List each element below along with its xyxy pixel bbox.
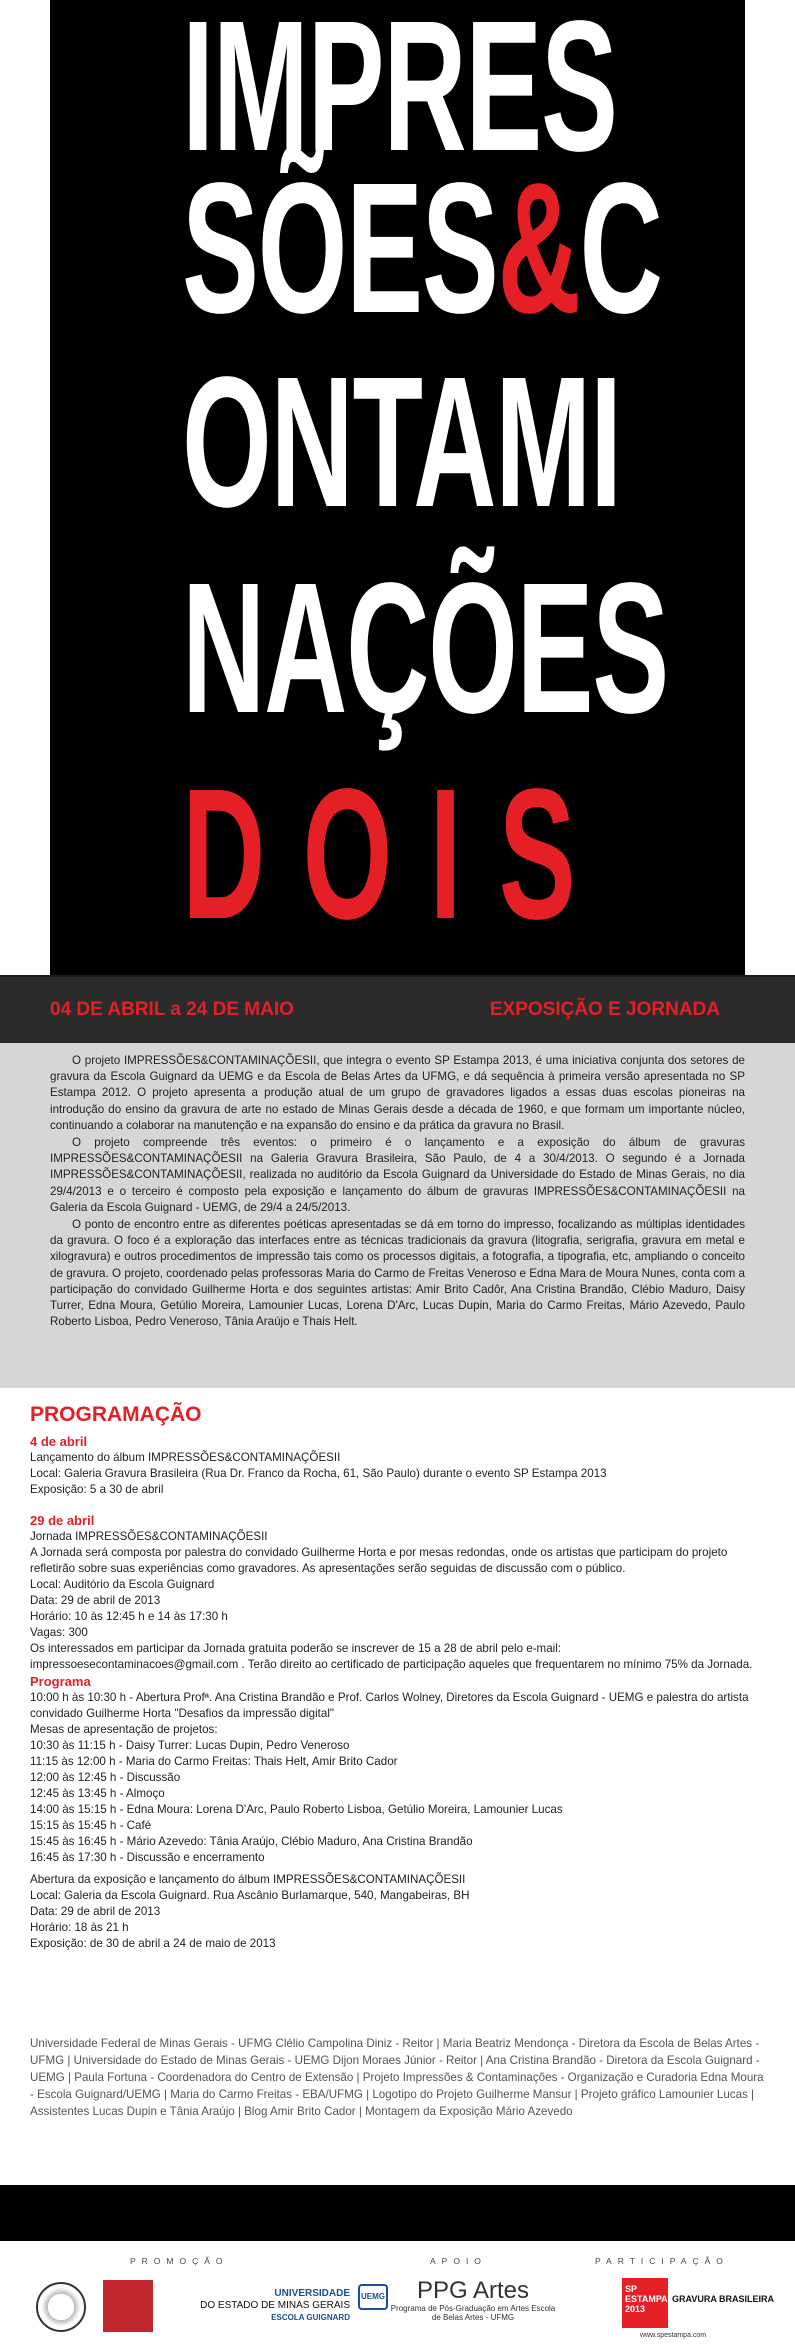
ppg-artes-logo: PPG Artes Programa de Pós-Graduação em Artes Escola de Belas Artes - UFMG — [390, 2277, 556, 2322]
footer-strip — [0, 2185, 795, 2241]
title-line-3: ONTAMI — [182, 339, 621, 546]
programa-item: 15:45 às 16:45 h - Mário Azevedo: Tânia Araújo, Clébio Maduro, Ana Cristina Brandão — [30, 1835, 473, 1848]
sp-estampa-logo: SP ESTAMPA 2013 — [622, 2278, 668, 2328]
event-2-line: Jornada IMPRESSÕES&CONTAMINAÇÕESII — [30, 1530, 268, 1543]
title-line-5: DOIS — [182, 751, 613, 958]
title-line-1: IMPRES — [182, 0, 617, 190]
event-2-line: Vagas: 300 — [30, 1626, 88, 1639]
poster-title-block — [50, 0, 745, 975]
programa-item: 11:15 às 12:00 h - Maria do Carmo Freitas: Thais Helt, Amir Brito Cador — [30, 1755, 398, 1768]
spestampa-url: www.spestampa.com — [640, 2332, 707, 2339]
event-2-line: Data: 29 de abril de 2013 — [30, 1594, 161, 1607]
apoio-label: APOIO — [430, 2256, 487, 2266]
logos-row — [0, 2270, 795, 2350]
uemg-logo-text: UNIVERSIDADE DO ESTADO DE MINAS GERAIS ESCOLA GUIGNARD — [200, 2288, 350, 2322]
event-2-line: A Jornada será composta por palestra do convidado Guilherme Horta e por mesas redondas, onde os artistas que participam do projeto refletirão sobre suas experiências como gravadores. As apresentações serão seguidas de discussão com o público. — [30, 1546, 728, 1575]
ufmg-seal-logo — [36, 2282, 86, 2332]
participacao-label: PARTICIPAÇÃO — [595, 2256, 729, 2266]
event-3-line: Data: 29 de abril de 2013 — [30, 1905, 161, 1918]
event-3-line: Horário: 18 às 21 h — [30, 1921, 129, 1934]
intro-paragraph-2: O projeto compreende três eventos: o primeiro é o lançamento e a exposição do álbum de gravuras IMPRESSÕES&CONTAMINAÇÕESII na Galeria Gravura Brasileira, São Paulo, de 4 a 30/4/2013. O segundo é a Jornada IMPRESSÕES&CONTAMINAÇÕESII, realizada no auditório da Escola Guignard da Universidade do Estado de Minas Gerais, no dia 29/4/2013 e o terceiro é composto pela exposição e lançamento do álbum de gravuras IMPRESSÕES&CONTAMINAÇÕESII na Galeria da Escola Guignard - UEMG, de 29/4 a 24/5/2013. — [50, 1136, 745, 1214]
band-dates: 04 DE ABRIL a 24 DE MAIO — [50, 999, 294, 1020]
title-line-2: SÕES&C — [182, 145, 662, 352]
intro-paragraph-1: O projeto IMPRESSÕES&CONTAMINAÇÕESII, que integra o evento SP Estampa 2013, é uma iniciativa conjunta dos setores de gravura da Escola Guignard da UEMG e da Escola de Belas Artes da UFMG, e dá sequência à primeira versão apresentada no SP Estampa 2012. O projeto apresenta a produção atual de um grupo de gravadores ligados a essas duas escolas pioneiras na introdução do ensino da gravura de arte no estado de Minas Gerais desde a década de 1960, e que formam um importante núcleo, continuando a colaborar na manutenção e na expansão do ensino e da prática da gravura no Brasil. — [50, 1054, 745, 1132]
gravura-brasileira-logo: GRAVURA BRASILEIRA — [672, 2294, 775, 2304]
promocao-label: PROMOÇÃO — [130, 2256, 229, 2266]
programa-item: 14:00 às 15:15 h - Edna Moura: Lorena D'Arc, Paulo Roberto Lisboa, Getúlio Moreira, Lamounier Lucas — [30, 1803, 563, 1816]
event-2-line: Local: Auditório da Escola Guignard — [30, 1578, 215, 1591]
event-date-2: 29 de abril — [30, 1513, 95, 1528]
programacao-section — [30, 1403, 770, 1952]
programa-title: Programa — [30, 1674, 91, 1689]
intro-section — [0, 1043, 795, 1388]
programa-item: 15:15 às 15:45 h - Café — [30, 1819, 152, 1832]
programa-item: 12:45 às 13:45 h - Almoço — [30, 1787, 165, 1800]
credits: Universidade Federal de Minas Gerais - UFMG Clélio Campolina Diniz - Reitor | Maria Beatriz Mendonça - Diretora da Escola de Belas Artes - UFMG | Universidade do Estado de Minas Gerais - UEMG Dijon Moraes Júnior - Reitor | Ana Cristina Brandão - Diretora da Escola Guignard - UEMG | Paula Fortuna - Coordenadora do Centro de Extensão | Projeto Impressões & Contaminações - Organização e Curadoria Edna Moura - Escola Guignard/UEMG | Maria do Carmo Freitas - EBA/UFMG | Logotipo do Projeto Guilherme Mansur | Projeto gráfico Lamounier Lucas | Assistentes Lucas Dupin e Tânia Araújo | Blog Amir Brito Cador | Montagem da Exposição Mário Azevedo — [30, 2037, 764, 2118]
uemg-mark-logo: UEMG — [358, 2284, 388, 2310]
event-1-line: Lançamento do álbum IMPRESSÕES&CONTAMINAÇÕESII — [30, 1451, 341, 1464]
programa-item: 10:00 h às 10:30 h - Abertura Profª. Ana Cristina Brandão e Prof. Carlos Wolney, Diretores da Escola Guignard - UEMG e palestra do artista convidado Guilherme Horta "Desafios da impressão digital" — [30, 1691, 749, 1720]
event-1-line: Exposição: 5 a 30 de abril — [30, 1483, 164, 1496]
programacao-title: PROGRAMAÇÃO — [30, 1403, 202, 1426]
programa-item: 12:00 às 12:45 h - Discussão — [30, 1771, 181, 1784]
event-3-line: Abertura da exposição e lançamento do álbum IMPRESSÕES&CONTAMINAÇÕESII — [30, 1873, 466, 1886]
event-2-line: Horário: 10 às 12:45 h e 14 às 17:30 h — [30, 1610, 228, 1623]
date-band — [0, 975, 795, 1043]
band-title: EXPOSIÇÃO E JORNADA — [489, 999, 720, 1020]
intro-paragraph-3: O ponto de encontro entre as diferentes poéticas apresentadas se dá em torno do impresso, focalizando as múltiplas identidades da gravura. O foco é a exploração das interfaces entre as técnicas tradicionais da gravura (litografia, serigrafia, gravura em metal e xilogravura) e outros procedimentos de impressão tais como os processos digitais, a fotografia, a tipografia, etc, ampliando o conceito de gravura. O projeto, coordenado pelas professoras Maria do Carmo de Freitas Veneroso e Edna Mara de Moura Nunes, conta com a participação do convidado Guilherme Horta e dos seguintes artistas: Amir Brito Cadôr, Ana Cristina Brandão, Clébio Maduro, Daisy Turrer, Edna Moura, Getúlio Moreira, Lamounier Lucas, Lorena D'Arc, Lucas Dupin, Maria do Carmo Freitas, Mário Azevedo, Paulo Roberto Lisboa, Pedro Veneroso, Tânia Araújo e Thais Helt. — [50, 1218, 745, 1329]
programa-item: 10:30 às 11:15 h - Daisy Turrer: Lucas Dupin, Pedro Veneroso — [30, 1739, 350, 1752]
programa-item: 16:45 às 17:30 h - Discussão e encerramento — [30, 1851, 265, 1864]
event-1-line: Local: Galeria Gravura Brasileira (Rua Dr. Franco da Rocha, 61, São Paulo) durante o evento SP Estampa 2013 — [30, 1467, 607, 1480]
event-2-line: Os interessados em participar da Jornada gratuita poderão se inscrever de 15 a 28 de abril pelo e-mail: impressoesecontaminacoes@gmail.com . Terão direito ao certificado de participação aqueles que frequentarem no mínimo 75% da Jornada. — [30, 1642, 753, 1671]
event-date-1: 4 de abril — [30, 1434, 88, 1449]
guignard-logo — [103, 2280, 153, 2332]
programa-item: Mesas de apresentação de projetos: — [30, 1723, 218, 1736]
event-3-line: Exposição: de 30 de abril a 24 de maio de 2013 — [30, 1937, 276, 1950]
event-3-line: Local: Galeria da Escola Guignard. Rua Ascânio Burlamarque, 540, Mangabeiras, BH — [30, 1889, 470, 1902]
title-line-4: NAÇÕES — [182, 545, 668, 752]
